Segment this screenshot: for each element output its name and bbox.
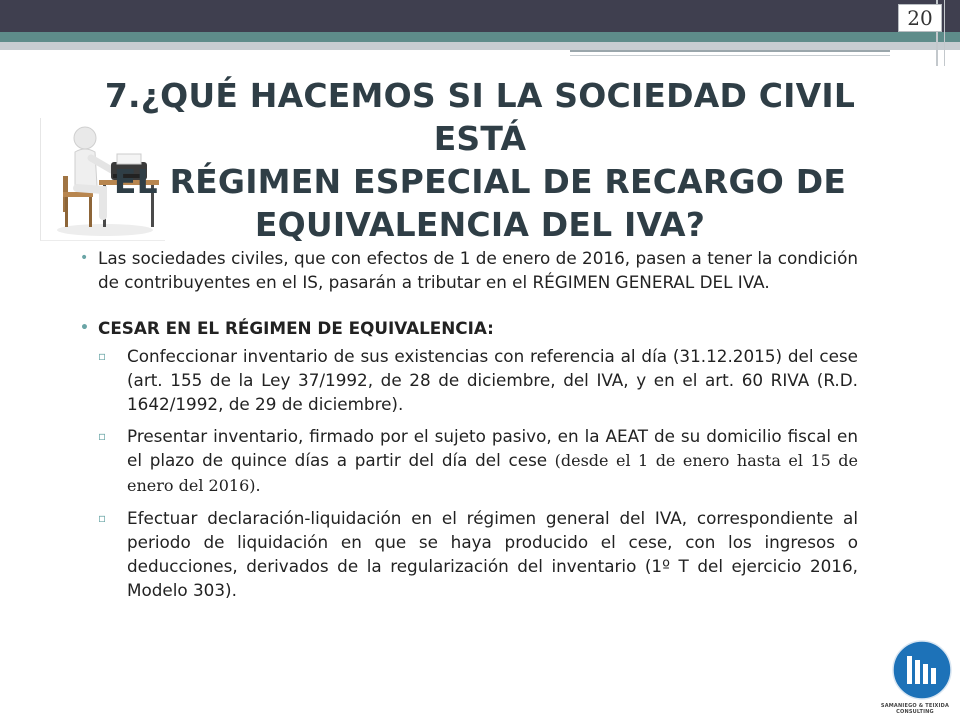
- bullet-text: CESAR EN EL RÉGIMEN DE EQUIVALENCIA:: [98, 318, 494, 338]
- company-logo-icon: [892, 638, 952, 702]
- bullet-marker: •: [80, 320, 89, 336]
- sub-item-text: Presentar inventario, firmado por el sujeto pasivo, en la AEAT de su domicilio fiscal en el plazo de quince días a partir del día del cese: [127, 426, 858, 470]
- bullet-text: Las sociedades civiles, que con efectos de 1 de enero de 2016, pasen a tener la condición de contribuyentes en el IS, pasarán a tributar en el RÉGIMEN GENERAL DEL IVA.: [98, 248, 858, 292]
- sub-item: [98, 424, 858, 498]
- sub-item-text: Confeccionar inventario de sus existencias con referencia al día (31.12.2015) del cese (art. 155 de la Ley 37/1992, de 28 de diciembre, del IVA, y en el art. 60 RIVA (R.D. 1642/1992, de 29 de diciembre).: [127, 346, 858, 414]
- slide-body: [80, 246, 858, 610]
- sub-item-marker: ▫: [98, 429, 107, 443]
- decorative-line: [570, 55, 890, 56]
- decorative-vertical-line: [944, 0, 945, 66]
- page-number: 20: [898, 4, 942, 32]
- top-gray-bar: [0, 42, 960, 50]
- bullet-item: [80, 246, 858, 294]
- slide-title: [80, 74, 880, 246]
- title-line-1: 7.¿QUÉ HACEMOS SI LA SOCIEDAD CIVIL ESTÁ: [104, 76, 856, 158]
- sub-item: [98, 506, 858, 602]
- sub-item: [98, 344, 858, 416]
- top-teal-bar: [0, 32, 960, 42]
- bullet-marker: •: [80, 250, 89, 266]
- logo-caption: SAMANIEGO & TEIXIDA CONSULTING: [880, 703, 950, 715]
- sub-item-marker: ▫: [98, 349, 107, 363]
- sub-item-text: Efectuar declaración-liquidación en el régimen general del IVA, correspondiente al periodo de liquidación en que se haya producido el cese, con los ingresos o deducciones, derivados de la regularización del inventario (1º T del ejercicio 2016, Modelo 303).: [127, 508, 858, 600]
- company-logo: [892, 638, 952, 712]
- sub-item-marker: ▫: [98, 511, 107, 525]
- decorative-line: [570, 50, 890, 52]
- title-line-2: EL RÉGIMEN ESPECIAL DE RECARGO DE: [113, 162, 847, 201]
- sub-item-text-serif: (desde el 1 de enero hasta el 15 de enero del 2016).: [127, 451, 858, 495]
- title-line-3: EQUIVALENCIA DEL IVA?: [254, 205, 706, 244]
- bullet-item-heading: [80, 316, 858, 340]
- top-dark-bar: [0, 0, 960, 32]
